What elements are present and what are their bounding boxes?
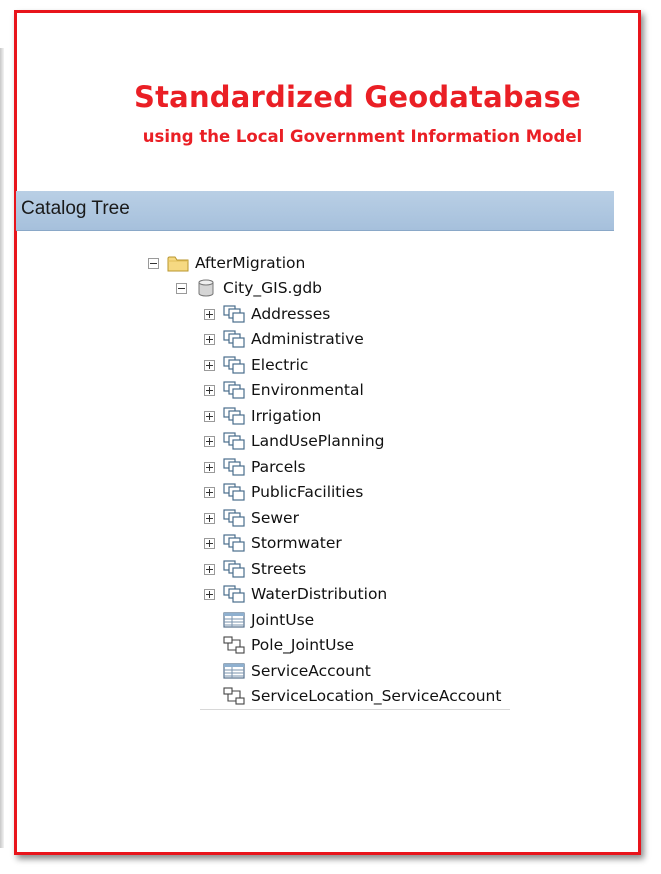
expand-toggle-icon[interactable] [204,334,215,345]
tree-node-label: Electric [251,356,309,374]
tree-node-dataset[interactable] [204,481,363,503]
tree-node-label: Streets [251,560,307,578]
tree-node-label: JointUse [251,611,315,629]
tree-node-label: ServiceAccount [251,662,371,680]
left-edge-shadow [0,48,4,848]
tree-node-relationship[interactable] [204,685,501,707]
feature-dataset-icon [223,330,245,348]
tree-node-dataset[interactable] [204,532,342,554]
tree-node-dataset[interactable] [204,558,306,580]
catalog-tree-title: Catalog Tree [21,198,130,219]
expand-toggle-icon[interactable] [204,589,215,600]
tree-node-relationship[interactable] [204,634,354,656]
tree-node-label: WaterDistribution [251,585,388,603]
tree-node-label: Environmental [251,381,364,399]
tree-node-dataset[interactable] [204,507,299,529]
expand-toggle-icon[interactable] [204,564,215,575]
feature-dataset-icon [223,509,245,527]
tree-node-dataset[interactable] [204,456,306,478]
expand-toggle-icon[interactable] [204,462,215,473]
page-title: Standardized Geodatabase [134,80,581,114]
feature-dataset-icon [223,483,245,501]
relationship-icon [223,687,245,705]
expand-toggle-icon[interactable] [204,513,215,524]
tree-node-label: Administrative [251,330,364,348]
table-icon [223,611,245,629]
expand-toggle-icon[interactable] [204,411,215,422]
feature-dataset-icon [223,381,245,399]
collapse-toggle-icon[interactable] [148,258,159,269]
feature-dataset-icon [223,458,245,476]
tree-node-label: Irrigation [251,407,322,425]
tree-node-dataset[interactable] [204,303,330,325]
tree-node-label: Pole_JointUse [251,636,355,654]
feature-dataset-icon [223,585,245,603]
tree-node-label: Addresses [251,305,331,323]
tree-node-table[interactable] [204,609,314,631]
feature-dataset-icon [223,407,245,425]
feature-dataset-icon [223,305,245,323]
expand-toggle-icon[interactable] [204,385,215,396]
tree-node-table[interactable] [204,660,371,682]
catalog-tree-header [16,191,614,231]
feature-dataset-icon [223,432,245,450]
database-icon [195,279,217,297]
tree-node-dataset[interactable] [204,379,364,401]
expand-toggle-icon[interactable] [204,360,215,371]
tree-node-label: ServiceLocation_ServiceAccount [251,687,502,705]
tree-node-label: AfterMigration [195,254,306,272]
feature-dataset-icon [223,356,245,374]
tree-node-label: City_GIS.gdb [223,279,322,297]
tree-node-dataset[interactable] [204,405,321,427]
relationship-icon [223,636,245,654]
expand-toggle-icon[interactable] [204,436,215,447]
tree-node-root-folder[interactable] [148,252,305,274]
page-subtitle: using the Local Government Information Model [142,127,583,146]
tree-node-label: PublicFacilities [251,483,364,501]
collapse-toggle-icon[interactable] [176,283,187,294]
expand-toggle-icon[interactable] [204,538,215,549]
tree-node-dataset[interactable] [204,328,364,350]
tree-node-dataset[interactable] [204,354,308,376]
tree-node-label: Stormwater [251,534,342,552]
tree-node-dataset[interactable] [204,430,385,452]
tree-node-dataset[interactable] [204,583,387,605]
tree-node-label: LandUsePlanning [251,432,385,450]
feature-dataset-icon [223,534,245,552]
expand-toggle-icon[interactable] [204,487,215,498]
table-icon [223,662,245,680]
tree-node-label: Sewer [251,509,299,527]
tree-node-geodatabase[interactable] [176,277,322,299]
tree-node-label: Parcels [251,458,306,476]
folder-icon [167,254,189,272]
expand-toggle-icon[interactable] [204,309,215,320]
feature-dataset-icon [223,560,245,578]
